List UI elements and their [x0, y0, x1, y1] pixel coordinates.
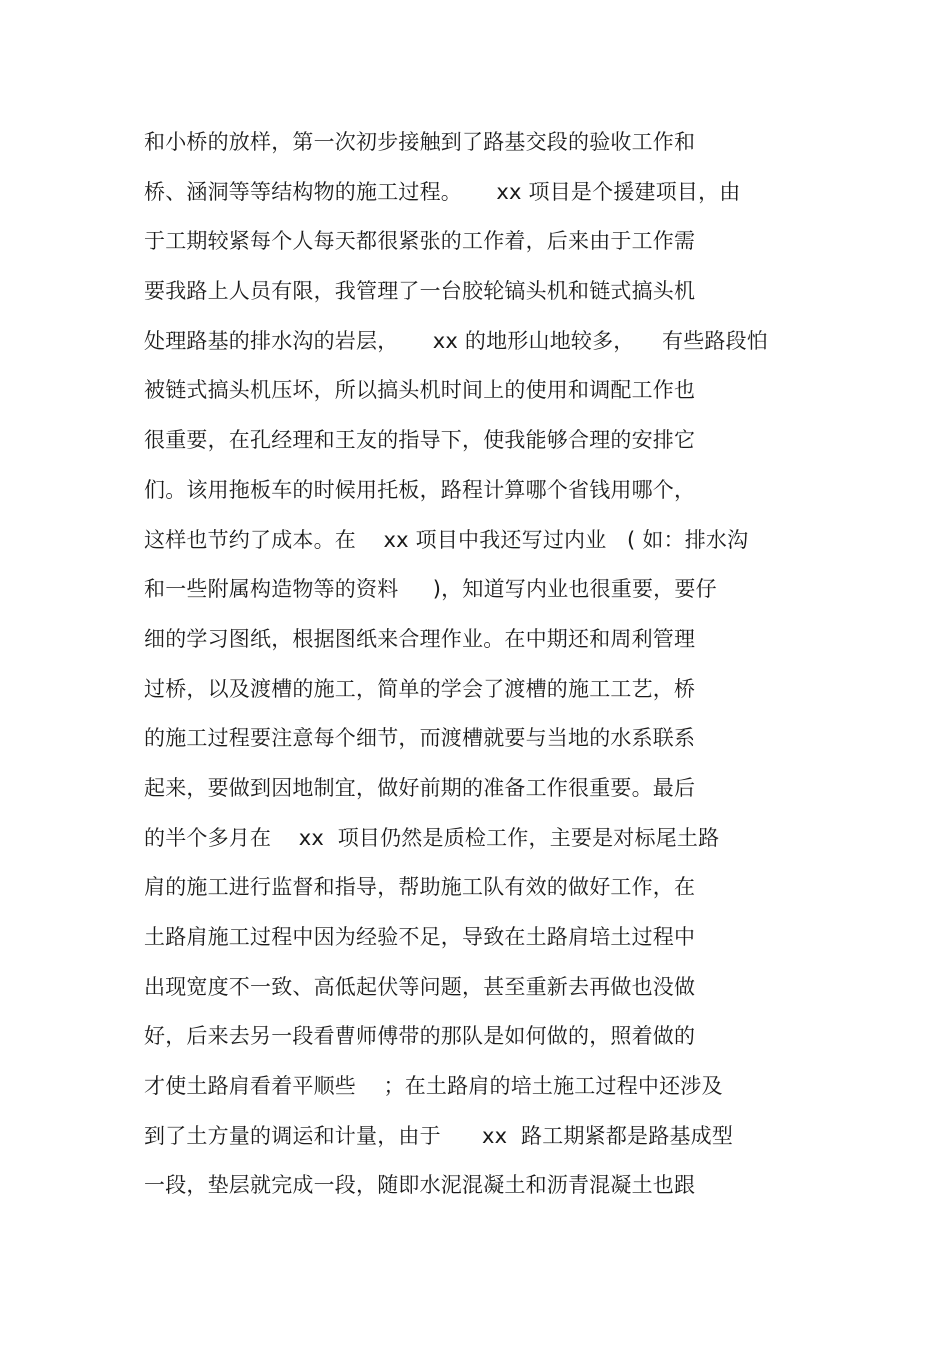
- text-line: 和一些附属构造物等的资料 )，知道写内业也很重要，要仔: [144, 577, 717, 602]
- text-line: 土路肩施工过程中因为经验不足，导致在土路肩培土过程中: [144, 925, 696, 949]
- text-line: 的半个多月在 xx 项目仍然是质检工作，主要是对标尾土路: [144, 825, 720, 850]
- body-text: [144, 120, 844, 1213]
- text-line: 这样也节约了成本。在 xx 项目中我还写过内业 ( 如：排水沟: [144, 527, 749, 552]
- text-line: 一段，垫层就完成一段，随即水泥混凝土和沥青混凝土也跟: [144, 1173, 696, 1198]
- text-line: 处理路基的排水沟的岩层， xx 的地形山地较多， 有些路段怕: [144, 328, 769, 353]
- text-line: 细的学习图纸，根据图纸来合理作业。在中期还和周利管理: [144, 626, 696, 651]
- text-line: 到了土方量的调运和计量，由于 xx 路工期紧都是路基成型: [144, 1123, 734, 1148]
- text-line: 的施工过程要注意每个细节，而渡槽就要与当地的水系联系: [144, 726, 696, 751]
- text-line: 才使土路肩看着平顺些 ；在土路肩的培土施工过程中还涉及: [144, 1074, 723, 1099]
- text-line: 好，后来去另一段看曹师傅带的那队是如何做的，照着做的: [144, 1024, 696, 1049]
- text-line: 出现宽度不一致、高低起伏等问题，甚至重新去再做也没做: [144, 974, 696, 999]
- text-line: 被链式搞头机压坏，所以搞头机时间上的使用和调配工作也: [144, 378, 696, 403]
- text-line: 过桥，以及渡槽的施工，简单的学会了渡槽的施工工艺，桥: [144, 676, 696, 701]
- text-line: 很重要，在孔经理和王友的指导下，使我能够合理的安排它: [144, 428, 696, 453]
- text-line: 桥、涵洞等等结构物的施工过程。 xx 项目是个援建项目，由: [144, 179, 741, 204]
- text-line: 要我路上人员有限，我管理了一台胶轮镐头机和链式搞头机: [144, 279, 696, 304]
- text-line: 和小桥的放样，第一次初步接触到了路基交段的验收工作和: [144, 130, 696, 154]
- text-line: 肩的施工进行监督和指导，帮助施工队有效的做好工作，在: [144, 875, 696, 900]
- text-line: 于工期较紧每个人每天都很紧张的工作着，后来由于工作需: [144, 229, 696, 254]
- text-line: 们。该用拖板车的时候用托板，路程计算哪个省钱用哪个，: [144, 477, 696, 502]
- text-line: 起来，要做到因地制宜，做好前期的准备工作很重要。最后: [144, 775, 696, 800]
